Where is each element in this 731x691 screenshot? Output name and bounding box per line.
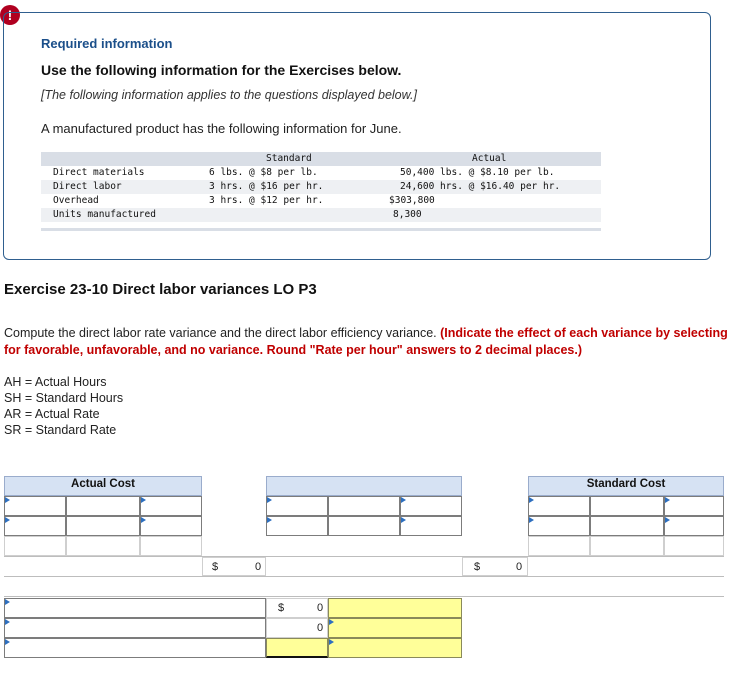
variance1-effect-select[interactable] [328, 598, 462, 618]
info-table-header [41, 152, 601, 167]
exercise-prompt [4, 325, 731, 359]
ac-row1-input[interactable] [66, 496, 140, 516]
dropdown-arrow-icon [141, 517, 146, 523]
dropdown-arrow-icon [329, 619, 334, 625]
divider [4, 556, 724, 557]
actual-total-value: 0 [255, 561, 262, 573]
sc-row2-input[interactable] [590, 516, 664, 536]
sc-row3-cell [528, 536, 590, 556]
dropdown-arrow-icon [5, 639, 10, 645]
row-label: Overhead [53, 195, 99, 206]
table-row [41, 194, 601, 208]
exercise-title: Exercise 23-10 Direct labor variances LO P3 [4, 281, 317, 298]
dropdown-arrow-icon [5, 619, 10, 625]
row-standard: 3 hrs. @ $16 per hr. [209, 181, 324, 192]
dropdown-arrow-icon [401, 497, 406, 503]
row-actual: $303,800 [389, 195, 435, 206]
divider [4, 596, 724, 597]
table-bottom-rule [41, 228, 601, 231]
sc-row2-select-2[interactable] [664, 516, 724, 536]
variance1-label-select[interactable] [4, 598, 266, 618]
dropdown-arrow-icon [665, 517, 670, 523]
prompt-instructions: (Indicate the effect of each variance by selecting for favorable, unfavorable, and no variance. Round "Rate per hour" answers to 2 decimal places.) [4, 326, 728, 357]
variance1-value: 0 [317, 602, 324, 614]
dropdown-arrow-icon [529, 497, 534, 503]
ac-row3-cell [4, 536, 66, 556]
sc-row1-input[interactable] [590, 496, 664, 516]
table-row [41, 208, 601, 222]
standard-column-header: Standard [266, 153, 312, 164]
dropdown-arrow-icon [5, 599, 10, 605]
currency-symbol: $ [212, 561, 219, 573]
mid-row2-select-2[interactable] [400, 516, 462, 536]
dropdown-arrow-icon [329, 639, 334, 645]
currency-symbol: $ [278, 602, 285, 614]
legend-sr: SR = Standard Rate [4, 423, 117, 437]
row-standard: 3 hrs. @ $12 per hr. [209, 195, 324, 206]
dropdown-arrow-icon [5, 517, 10, 523]
dropdown-arrow-icon [529, 517, 534, 523]
row-label: Direct labor [53, 181, 122, 192]
divider [4, 576, 724, 577]
standard-total-value: 0 [516, 561, 523, 573]
mid-row1-select[interactable] [266, 496, 328, 516]
row-label: Direct materials [53, 167, 145, 178]
mid-row1-input[interactable] [328, 496, 400, 516]
legend-ar: AR = Actual Rate [4, 407, 100, 421]
total-variance-effect-select[interactable] [328, 638, 462, 658]
sc-row1-select-2[interactable] [664, 496, 724, 516]
sc-row3-cell [590, 536, 664, 556]
row-standard: 6 lbs. @ $8 per lb. [209, 167, 318, 178]
variance2-label-select[interactable] [4, 618, 266, 638]
mid-row2-input[interactable] [328, 516, 400, 536]
dropdown-arrow-icon [267, 497, 272, 503]
dropdown-arrow-icon [401, 517, 406, 523]
variance2-value: 0 [317, 622, 324, 634]
ac-row3-cell [140, 536, 202, 556]
table-row [41, 180, 601, 194]
currency-symbol: $ [474, 561, 481, 573]
abbreviation-legend [4, 374, 123, 438]
total-variance-label-select[interactable] [4, 638, 266, 658]
variance2-effect-select[interactable] [328, 618, 462, 638]
ac-row2-input[interactable] [66, 516, 140, 536]
mid-row2-select[interactable] [266, 516, 328, 536]
table-row [41, 166, 601, 180]
legend-sh: SH = Standard Hours [4, 391, 124, 405]
mid-row1-select-2[interactable] [400, 496, 462, 516]
sc-row2-select[interactable] [528, 516, 590, 536]
dropdown-arrow-icon [5, 497, 10, 503]
required-information-title: Required information [41, 36, 173, 51]
prompt-text: Compute the direct labor rate variance and the direct labor efficiency variance. [4, 326, 441, 340]
alert-icon: ! [0, 5, 20, 25]
ac-row2-select-2[interactable] [140, 516, 202, 536]
ac-row1-select-2[interactable] [140, 496, 202, 516]
sc-row1-select[interactable] [528, 496, 590, 516]
ac-row2-select[interactable] [4, 516, 66, 536]
actual-column-header: Actual [472, 153, 507, 164]
sc-row3-cell [664, 536, 724, 556]
dropdown-arrow-icon [141, 497, 146, 503]
legend-ah: AH = Actual Hours [4, 375, 107, 389]
total-variance-amount[interactable] [266, 638, 328, 658]
intro-text: A manufactured product has the following information for June. [41, 121, 402, 136]
actual-cost-header: Actual Cost [4, 476, 202, 496]
ac-row1-select[interactable] [4, 496, 66, 516]
dropdown-arrow-icon [267, 517, 272, 523]
applies-note: [The following information applies to the questions displayed below.] [41, 88, 417, 102]
middle-column-header [266, 476, 462, 496]
row-actual: 24,600 hrs. @ $16.40 per hr. [400, 181, 561, 192]
row-actual: 50,400 lbs. @ $8.10 per lb. [400, 167, 555, 178]
row-label: Units manufactured [53, 209, 156, 220]
ac-row3-cell [66, 536, 140, 556]
row-actual: 8,300 [393, 209, 422, 220]
dropdown-arrow-icon [665, 497, 670, 503]
instructions-heading: Use the following information for the Exercises below. [41, 62, 402, 78]
standard-cost-header: Standard Cost [528, 476, 724, 496]
